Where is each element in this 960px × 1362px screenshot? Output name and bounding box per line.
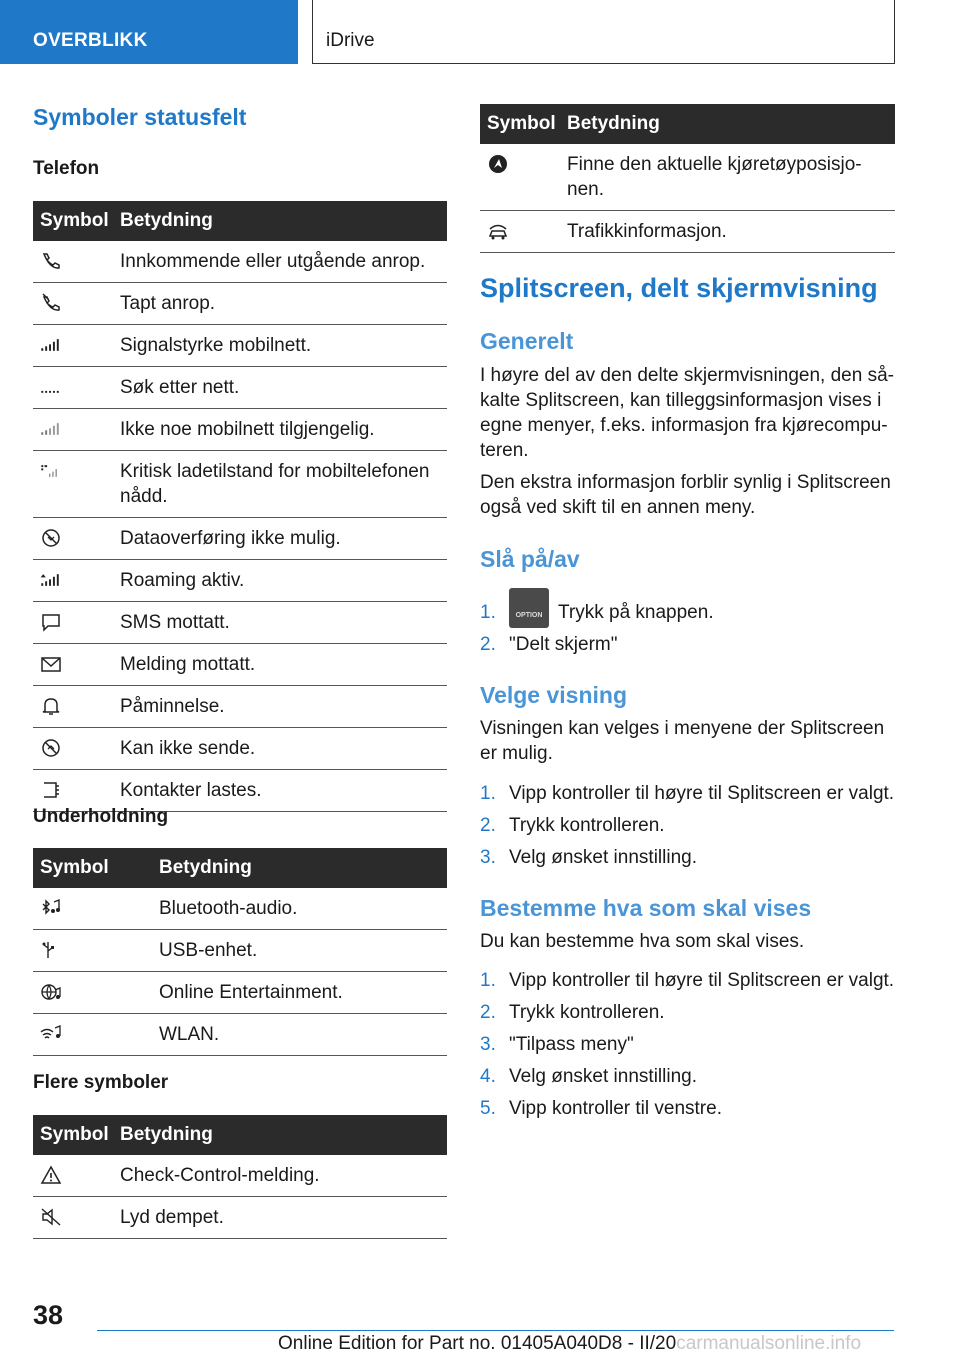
- table-row: Dataoverføring ikke mulig.: [33, 518, 447, 560]
- table-row: Roaming aktiv.: [33, 560, 447, 602]
- velge-heading: Velge visning: [480, 682, 627, 708]
- col-symbol: Symbol: [33, 1115, 120, 1155]
- signal-strength-icon: [40, 335, 62, 355]
- flere-table: [33, 1115, 447, 1239]
- option-button-icon: OPTION: [509, 588, 549, 628]
- bestemme-heading: Bestemme hva som skal vises: [480, 895, 812, 921]
- table-row: Kritisk ladetilstand for mobiltelefonen nådd.: [33, 451, 447, 518]
- page-number: 38: [33, 1300, 64, 1330]
- no-data-icon: [40, 528, 62, 548]
- contacts-loading-icon: [40, 780, 62, 800]
- mute-icon: [40, 1207, 62, 1227]
- missed-call-icon: [40, 293, 62, 313]
- generelt-paragraph-1: I høyre del av den delte skjermvisningen, den så-kalte Splitscreen, kan tilleggsinformasjon vises i egne menyer, f.eks. informasjon fra kjørecompu-teren.: [480, 365, 894, 461]
- col-meaning: Betydning: [567, 104, 895, 144]
- col-meaning: Betydning: [120, 201, 447, 241]
- col-meaning: Betydning: [159, 848, 447, 888]
- chapter-label: iDrive: [326, 30, 375, 51]
- table-row: Søk etter nett.: [33, 367, 447, 409]
- table-row: Kan ikke sende.: [33, 728, 447, 770]
- table-row: Ikke noe mobilnett tilgjengelig.: [33, 409, 447, 451]
- table-row: Lyd dempet.: [33, 1197, 447, 1239]
- table-row: Check-Control-melding.: [33, 1155, 447, 1197]
- flere-heading: Flere symboler: [33, 1072, 169, 1093]
- footer-edition: Online Edition for Part no. 01405A040D8 - II/20carmanualsonline.info: [278, 1333, 862, 1354]
- navigation-symbol-table: [480, 104, 895, 253]
- table-row: Signalstyrke mobilnett.: [33, 325, 447, 367]
- network-search-icon: [40, 377, 62, 397]
- sms-icon: [40, 612, 62, 632]
- generelt-paragraph-2: Den ekstra informasjon forblir synlig i Splitscreen også ved skift til en annen meny.: [480, 472, 891, 518]
- table-row: Finne den aktuelle kjøretøyposisjo-nen.: [480, 144, 895, 211]
- vehicle-position-icon: [487, 154, 509, 174]
- splitscreen-title: Splitscreen, delt skjermvisning: [480, 273, 878, 303]
- mail-icon: [40, 654, 62, 674]
- roaming-icon: [40, 570, 62, 590]
- bell-icon: [40, 696, 62, 716]
- table-row: Melding mottatt.: [33, 644, 447, 686]
- telefon-table: [33, 201, 447, 812]
- table-row: Trafikkinformasjon.: [480, 211, 895, 253]
- bestemme-intro: Du kan bestemme hva som skal vises.: [480, 931, 805, 952]
- table-row: Bluetooth-audio.: [33, 888, 447, 930]
- chapter-box: [312, 0, 895, 64]
- table-row: Online Entertainment.: [33, 972, 447, 1014]
- online-entertainment-icon: [40, 982, 62, 1002]
- no-signal-icon: [40, 419, 62, 439]
- cannot-send-icon: [40, 738, 62, 758]
- sla-heading: Slå på/av: [480, 546, 580, 572]
- table-row: Kontakter lastes.: [33, 770, 447, 812]
- table-row: Påminnelse.: [33, 686, 447, 728]
- underholdning-heading: Underholdning: [33, 806, 169, 827]
- wlan-icon: [40, 1024, 62, 1044]
- col-symbol: Symbol: [33, 201, 120, 241]
- underholdning-table: [33, 848, 447, 1056]
- table-row: USB-enhet.: [33, 930, 447, 972]
- section-label: OVERBLIKK: [33, 30, 148, 51]
- table-row: Innkommende eller utgående anrop.: [33, 241, 447, 283]
- section-tab: [0, 0, 298, 64]
- table-row: WLAN.: [33, 1014, 447, 1056]
- velge-intro: Visningen kan velges i menyene der Splitscreen er mulig.: [480, 718, 885, 764]
- usb-icon: [40, 940, 62, 960]
- table-row: SMS mottatt.: [33, 602, 447, 644]
- traffic-info-icon: [487, 221, 509, 241]
- phone-call-icon: [40, 251, 62, 271]
- table-row: Tapt anrop.: [33, 283, 447, 325]
- col-symbol: Symbol: [480, 104, 567, 144]
- col-symbol: Symbol: [33, 848, 159, 888]
- footer-divider: [97, 1330, 894, 1331]
- section-title: Symboler statusfelt: [33, 104, 247, 130]
- col-meaning: Betydning: [120, 1115, 447, 1155]
- low-battery-icon: [40, 461, 62, 481]
- generelt-heading: Generelt: [480, 328, 574, 354]
- watermark: carmanualsonline.info: [676, 1333, 862, 1354]
- warning-icon: [40, 1165, 62, 1185]
- telefon-heading: Telefon: [33, 158, 100, 179]
- bluetooth-audio-icon: [40, 898, 62, 918]
